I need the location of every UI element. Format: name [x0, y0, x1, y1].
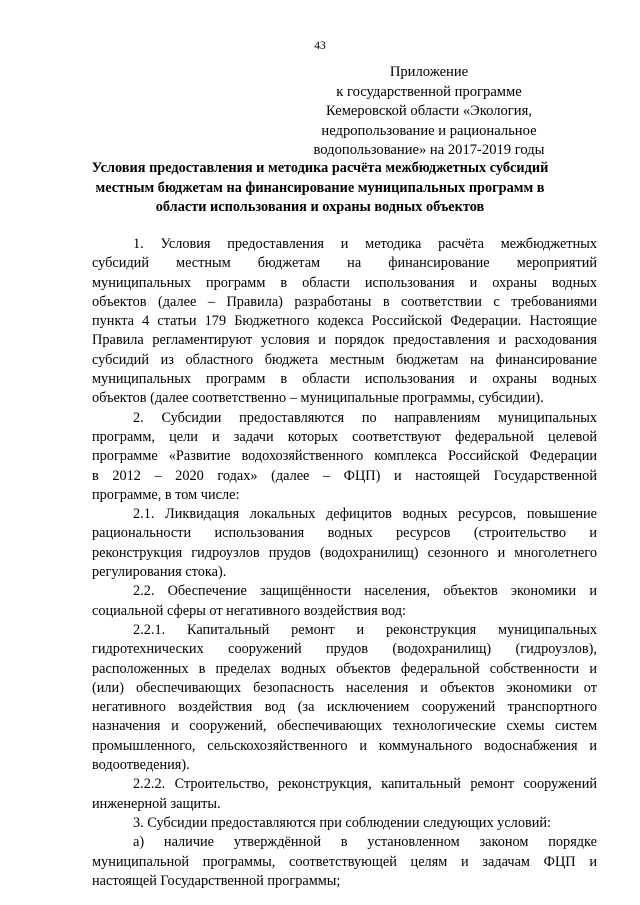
paragraph-line: программе «Развитие водохозяйственного комплекса Российской Федерации	[92, 448, 597, 465]
paragraph-line: 2.2.1. Капитальный ремонт и реконструкция муниципальных	[133, 621, 597, 638]
paragraph-line: гидротехнических сооружений прудов (водохранилищ) (гидроузлов),	[92, 641, 597, 658]
paragraph-line: назначения и сооружений, обеспечивающих технологические схемы систем	[92, 718, 597, 735]
title-line: области использования и охраны водных объектов	[155, 199, 485, 215]
paragraph	[92, 814, 597, 833]
paragraph-line: реконструкция гидроузлов прудов (водохранилищ) сезонного и многолетнего	[92, 544, 597, 561]
paragraph	[92, 235, 597, 409]
paragraph	[92, 833, 597, 891]
paragraph-line: а) наличие утверждённой в установленном законом порядке	[133, 834, 597, 851]
title-line: Условия предоставления и методика расчёта межбюджетных субсидий	[91, 160, 549, 176]
appendix-line: Приложение	[389, 64, 469, 80]
paragraph-line: 2. Субсидии предоставляются по направлениям муниципальных	[133, 409, 597, 426]
paragraph-line: расположенных в пределах водных объектов федеральной собственности и	[92, 660, 597, 677]
paragraph-line: объектов (далее соответственно – муниципальные программы, субсидии).	[92, 390, 544, 407]
appendix-line: недропользование и рациональное	[321, 122, 537, 139]
paragraph-line: 2.2. Обеспечение защищённости населения, объектов экономики и	[133, 583, 597, 600]
paragraph-line: регулирования стока).	[92, 564, 227, 581]
paragraph-line: 3. Субсидии предоставляются при соблюдении следующих условий:	[133, 814, 551, 831]
paragraph-line: муниципальных программ в области использования и охраны водных	[92, 371, 597, 388]
paragraph-line: 1. Условия предоставления и методика расчёта межбюджетных	[133, 236, 597, 252]
document-title	[70, 159, 570, 218]
paragraph-line: промышленного, сельскохозяйственного и коммунального водоснабжения и	[92, 737, 597, 754]
paragraph-line: объектов (далее – Правила) разработаны в соответствии с требованиями	[92, 293, 597, 310]
paragraph-line: (или) обеспечивающих безопасность населения и объектов экономики от	[92, 679, 597, 696]
title-line: местным бюджетам на финансирование муниципальных программ в	[95, 179, 545, 196]
appendix-line: к государственной программе	[336, 83, 522, 100]
paragraph-line: рациональности использования водных ресурсов (строительство и	[92, 525, 597, 542]
paragraph	[92, 409, 597, 505]
paragraph-line: инженерной защиты.	[92, 795, 221, 812]
body-text	[92, 235, 597, 891]
paragraph-line: муниципальных программ в области использования и охраны водных	[92, 274, 597, 291]
paragraph-line: 2.2.2. Строительство, реконструкция, капитальный ремонт сооружений	[133, 776, 597, 793]
paragraph-line: программ, цели и задачи которых соответствуют федеральной целевой	[92, 428, 597, 445]
paragraph-line: муниципальной программы, соответствующей целям и задачам ФЦП и	[92, 853, 597, 870]
paragraph-line: субсидий из областного бюджета местным бюджетам на финансирование	[92, 351, 597, 368]
paragraph-line: негативного воздействия вод (за исключением сооружений транспортного	[92, 699, 597, 716]
appendix-line: водопользование» на 2017-2019 годы	[313, 142, 545, 158]
paragraph-line: социальной сферы от негативного воздействия вод:	[92, 602, 406, 619]
paragraph-line: в 2012 – 2020 годах» (далее – ФЦП) и настоящей Государственной	[92, 467, 597, 484]
paragraph	[92, 775, 597, 814]
paragraph-line: водоотведения).	[92, 757, 190, 774]
paragraph-line: программе, в том числе:	[92, 486, 240, 503]
paragraph	[92, 505, 597, 582]
paragraph	[92, 621, 597, 775]
appendix-header	[284, 63, 574, 161]
paragraph-line: Правила регламентируют условия и порядок предоставления и расходования	[92, 332, 597, 349]
paragraph-line: 2.1. Ликвидация локальных дефицитов водных ресурсов, повышение	[133, 506, 597, 523]
paragraph-line: субсидий местным бюджетам на финансирование мероприятий	[92, 255, 597, 272]
page-number: 43	[314, 40, 326, 52]
paragraph-line: пункта 4 статьи 179 Бюджетного кодекса Российской Федерации. Настоящие	[92, 313, 597, 330]
appendix-line: Кемеровской области «Экология,	[326, 103, 532, 119]
paragraph	[92, 582, 597, 621]
paragraph-line: настоящей Государственной программы;	[92, 872, 341, 889]
